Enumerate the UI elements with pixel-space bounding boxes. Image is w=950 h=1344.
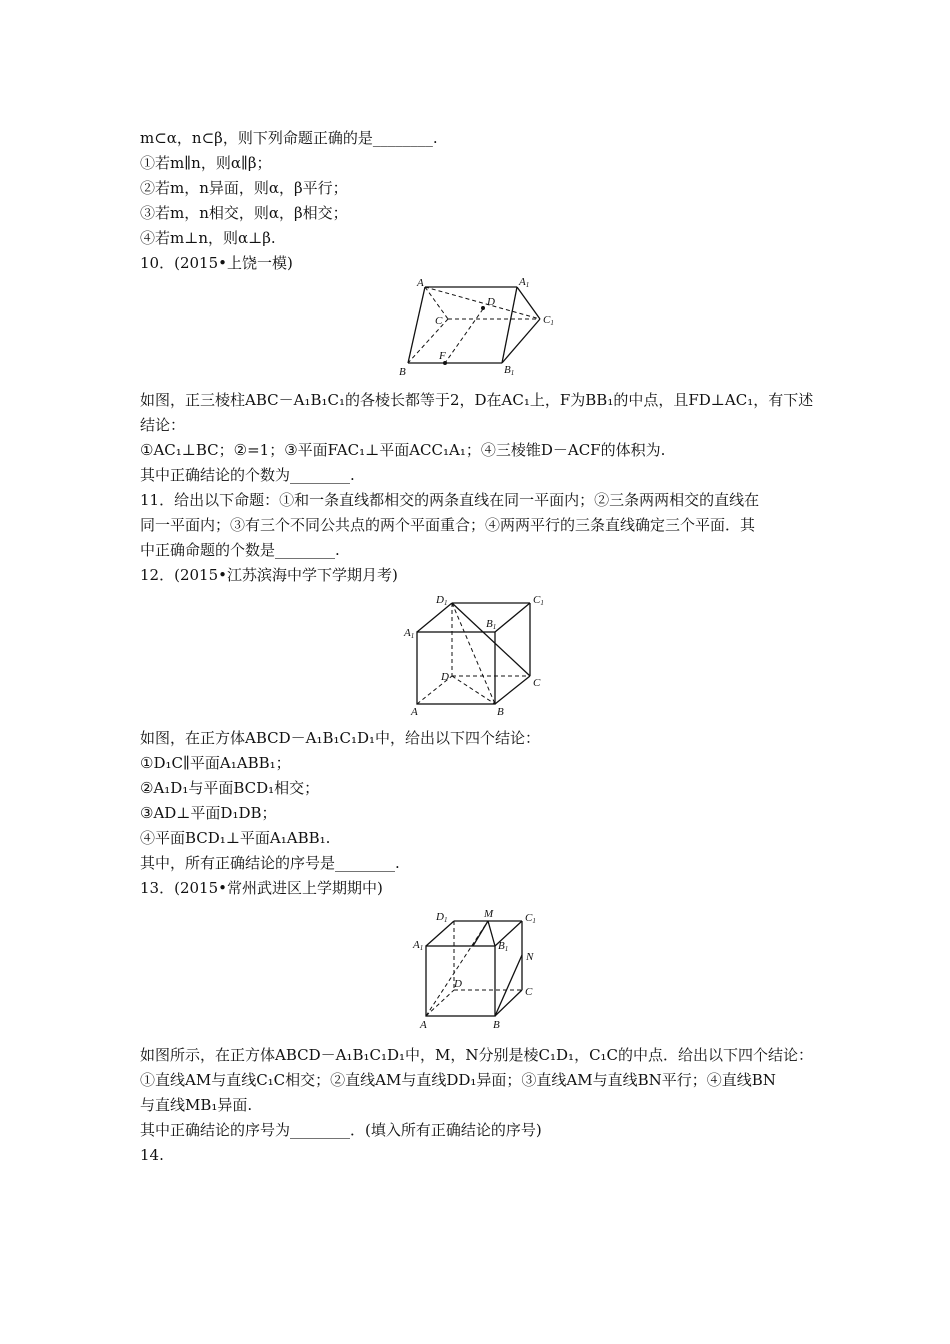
- label-N: N: [526, 951, 534, 963]
- label-B: B: [493, 1019, 500, 1031]
- question-12-title: 12．(2015•江苏滨海中学下学期月考): [140, 566, 398, 584]
- label-F: F: [439, 350, 446, 362]
- label-C: C: [435, 315, 443, 327]
- text-line: 如图，在正方体ABCD－A₁B₁C₁D₁中，给出以下四个结论：: [140, 729, 541, 747]
- label-A1: A1: [413, 939, 424, 952]
- text-line: ③若m，n相交，则α，β相交；: [140, 204, 348, 222]
- text-line: 11．给出以下命题：①和一条直线都相交的两条直线在同一平面内；②三条两两相交的直线在: [140, 491, 760, 509]
- text-line: ①D₁C∥平面A₁ABB₁；: [140, 754, 291, 772]
- text-line: ④若m⊥n，则α⊥β.: [140, 229, 276, 247]
- text-line: 其中正确结论的序号为________．(填入所有正确结论的序号): [140, 1121, 542, 1139]
- label-C: C: [533, 677, 541, 689]
- label-C1: C1: [525, 912, 536, 925]
- label-C1: C1: [533, 594, 544, 607]
- label-B1: B1: [504, 364, 515, 377]
- prism-diagram: [395, 275, 565, 380]
- text-line: ①若m∥n，则α∥β；: [140, 154, 272, 172]
- text-line: ③AD⊥平面D₁DB；: [140, 804, 277, 822]
- figure-prism: [395, 275, 565, 380]
- text-line: 与直线MB₁异面.: [140, 1096, 253, 1114]
- text-line: ②若m，n异面，则α，β平行；: [140, 179, 348, 197]
- text-line: 其中，所有正确结论的序号是________.: [140, 854, 400, 872]
- question-10-title: 10．(2015•上饶一模): [140, 254, 293, 272]
- label-C1: C1: [543, 314, 554, 327]
- label-B1: B1: [498, 940, 509, 953]
- label-D: D: [487, 296, 495, 308]
- label-A1: A1: [519, 276, 530, 289]
- label-B1: B1: [486, 618, 497, 631]
- text-line: 如图，正三棱柱ABC－A₁B₁C₁的各棱长都等于2，D在AC₁上，F为BB₁的中点，且FD⊥AC₁，有下述: [140, 391, 814, 409]
- text-line: m⊂α，n⊂β，则下列命题正确的是________.: [140, 129, 438, 147]
- cube-diagram-12: [400, 592, 550, 717]
- text-line: 如图所示，在正方体ABCD－A₁B₁C₁D₁中，M，N分别是棱C₁D₁，C₁C的中点．给出以下四个结论：: [140, 1046, 814, 1064]
- figure-cube-13: [410, 903, 550, 1031]
- label-A1: A1: [404, 627, 415, 640]
- label-D1: D1: [436, 911, 448, 924]
- figure-cube-12: [400, 592, 550, 717]
- text-line: ①AC₁⊥BC；②=1；③平面FAC₁⊥平面ACC₁A₁；④三棱锥D－ACF的体积为.: [140, 441, 666, 459]
- text-line: 同一平面内；③有三个不同公共点的两个平面重合；④两两平行的三条直线确定三个平面．其: [140, 516, 756, 534]
- label-A: A: [417, 277, 424, 289]
- text-line: 结论：: [140, 416, 186, 434]
- label-B: B: [497, 706, 504, 718]
- question-14-title: 14.: [140, 1146, 164, 1164]
- label-D: D: [454, 978, 462, 990]
- cube-diagram-13: [410, 903, 550, 1031]
- label-C: C: [525, 986, 533, 998]
- text-line: ②A₁D₁与平面BCD₁相交；: [140, 779, 320, 797]
- label-B: B: [399, 366, 406, 378]
- text-line: ④平面BCD₁⊥平面A₁ABB₁.: [140, 829, 331, 847]
- question-13-title: 13．(2015•常州武进区上学期期中): [140, 879, 383, 897]
- text-line: 中正确命题的个数是________.: [140, 541, 340, 559]
- label-D: D: [441, 671, 449, 683]
- label-A: A: [411, 706, 418, 718]
- label-A: A: [420, 1019, 427, 1031]
- label-M: M: [484, 908, 494, 920]
- text-line: ①直线AM与直线C₁C相交；②直线AM与直线DD₁异面；③直线AM与直线BN平行；④直线BN: [140, 1071, 776, 1089]
- label-D1: D1: [436, 594, 448, 607]
- text-line: 其中正确结论的个数为________.: [140, 466, 355, 484]
